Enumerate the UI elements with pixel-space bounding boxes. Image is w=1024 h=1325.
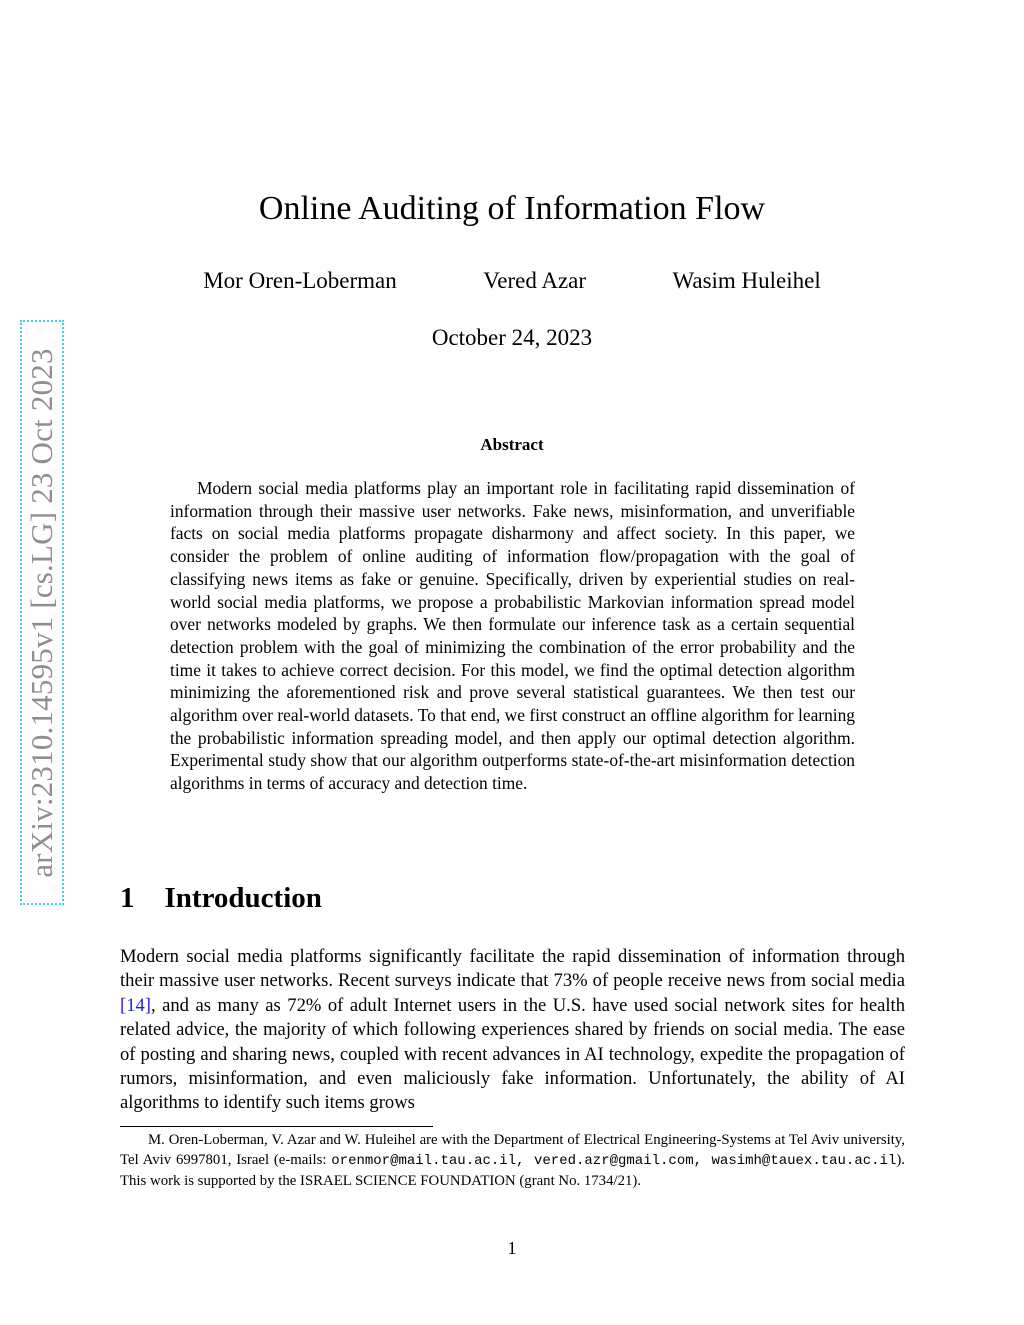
author-name: Vered Azar	[483, 268, 587, 293]
publication-date: October 24, 2023	[431, 325, 593, 350]
introduction-paragraph	[120, 945, 905, 1116]
footnote	[120, 1130, 905, 1191]
intro-text-part1: Modern social media platforms significantly facilitate the rapid dissemination of information through their massive user networks. Recent surveys indicate that 73% of people receive news from social media	[120, 946, 905, 992]
footnote-text-part1: M. Oren-Loberman, V. Azar and W. Huleihel are with the Department of Electrical Engineering-Systems at Tel Aviv university, Tel Aviv 6997801, Israel (e-mails:	[120, 1132, 905, 1168]
author-name: Wasim Huleihel	[672, 268, 821, 293]
arxiv-stamp[interactable]	[20, 320, 64, 905]
section-heading	[120, 882, 322, 915]
author-name: Mor Oren-Loberman	[203, 268, 397, 293]
intro-text-part2: , and as many as 72% of adult Internet users in the U.S. have used social network sites for health related advice, the majority of which following experiences shared by friends on social media. The ease of posting and sharing news, coupled with recent advances in AI technology, expedite the propagation of rumors, misinformation, and even maliciously fake information. Unfortunately, the ability of AI algorithms to identify such items grows	[120, 994, 905, 1114]
section-number: 1	[120, 882, 135, 914]
abstract-heading: Abstract	[480, 435, 544, 454]
citation-link[interactable]: [14]	[120, 994, 151, 1016]
arxiv-identifier[interactable]: arXiv:2310.14595v1 [cs.LG] 23 Oct 2023	[24, 347, 59, 878]
author-list	[160, 268, 864, 294]
paper-title: Online Auditing of Information Flow	[258, 190, 766, 227]
page-number: 1	[507, 1238, 517, 1258]
section-title: Introduction	[164, 882, 322, 914]
footnote-emails: orenmor@mail.tau.ac.il, vered.azr@gmail.com, wasimh@tauex.tau.ac.il	[331, 1153, 897, 1169]
abstract-text: Modern social media platforms play an important role in facilitating rapid dissemination of information through their massive user networks. Fake news, misinformation, and unverifiable facts on social media platforms propagate disharmony and affect society. In this paper, we consider the problem of online auditing of information flow/propagation with the goal of classifying news items as fake or genuine. Specifically, driven by experiential studies on real-world social media platforms, we propose a probabilistic Markovian information spread model over networks modeled by graphs. We then formulate our inference task as a certain sequential detection problem with the goal of minimizing the combination of the error probability and the time it takes to achieve correct decision. For this model, we find the optimal detection algorithm minimizing the aforementioned risk and prove several statistical guarantees. We then test our algorithm over real-world datasets. To that end, we first construct an offline algorithm for learning the probabilistic information spreading model, and then apply our optimal detection algorithm. Experimental study show that our algorithm outperforms state-of-the-art misinformation detection algorithms in terms of accuracy and detection time.	[170, 478, 855, 794]
footnote-divider	[120, 1126, 433, 1127]
footnote-text-part2: ). This work is supported by the ISRAEL SCIENCE FOUNDATION (grant No. 1734/21).	[120, 1152, 905, 1189]
